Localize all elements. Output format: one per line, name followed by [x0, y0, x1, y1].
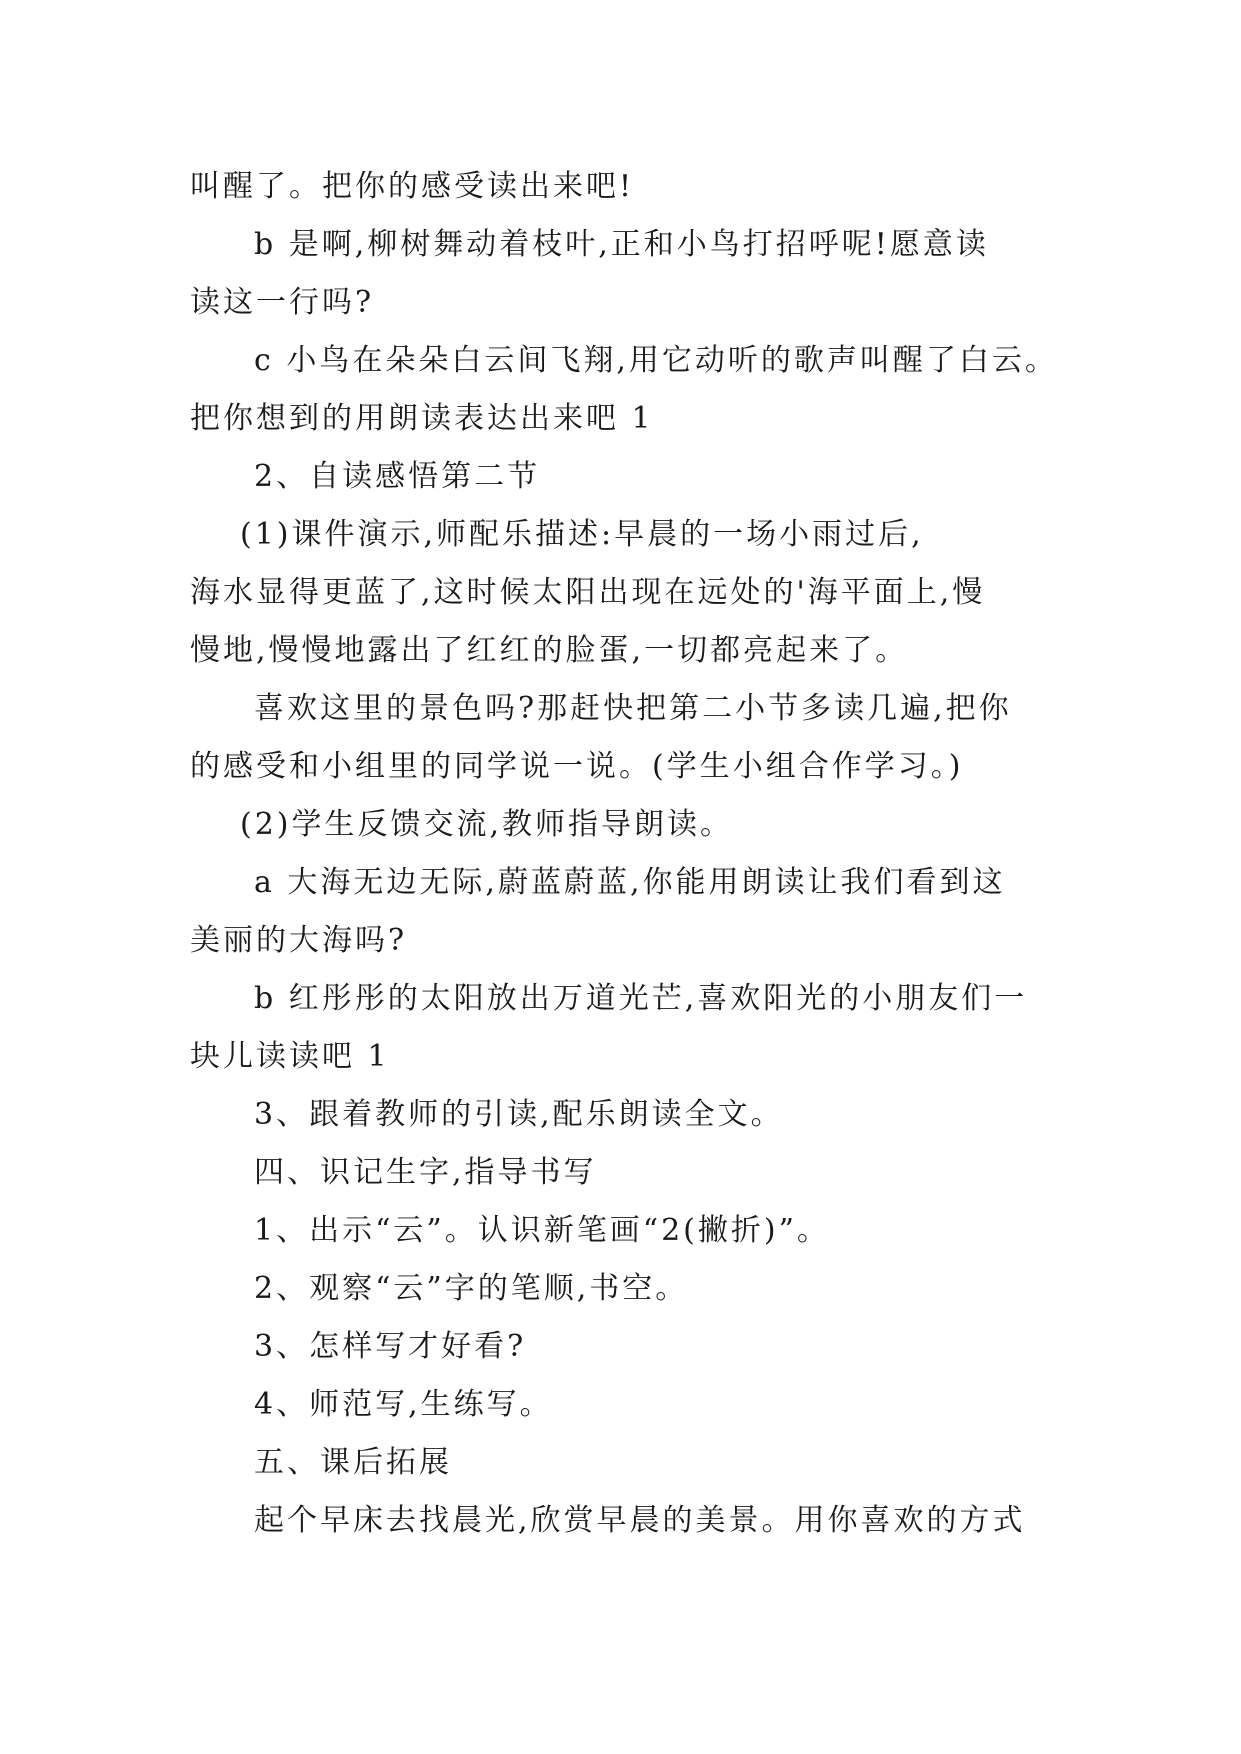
text-line: 美丽的大海吗?: [190, 923, 408, 958]
section-heading: 四、识记生字,指导书写: [254, 1155, 597, 1190]
text-line: 3、跟着教师的引读,配乐朗读全文。: [254, 1097, 784, 1132]
text-line: (2)学生反馈交流,教师指导朗读。: [240, 807, 734, 842]
text-line: 1、出示“云”。认识新笔画“2(撇折)”。: [254, 1213, 830, 1248]
text-line: 的感受和小组里的同学说一说。(学生小组合作学习。): [190, 749, 964, 784]
section-heading: 五、课后拓展: [254, 1445, 452, 1480]
text-line: c 小鸟在朵朵白云间飞翔,用它动听的歌声叫醒了白云。: [254, 343, 1058, 378]
text-line: 2、观察“云”字的笔顺,书空。: [254, 1271, 689, 1306]
text-line: 喜欢这里的景色吗?那赶快把第二小节多读几遍,把你: [254, 691, 1012, 726]
text-line: 3、怎样写才好看?: [254, 1329, 527, 1364]
section-heading: 2、自读感悟第二节: [254, 459, 541, 494]
text-line: 把你想到的用朗读表达出来吧 1: [190, 401, 654, 436]
text-line: a 大海无边无际,蔚蓝蔚蓝,你能用朗读让我们看到这: [254, 865, 1006, 900]
text-line: 块儿读读吧 1: [190, 1039, 390, 1074]
text-line: b 红彤彤的太阳放出万道光芒,喜欢阳光的小朋友们一: [254, 981, 1028, 1016]
text-line: 慢地,慢慢地露出了红红的脸蛋,一切都亮起来了。: [190, 633, 909, 668]
text-line: b 是啊,柳树舞动着枝叶,正和小鸟打招呼呢!愿意读: [254, 227, 989, 262]
document-body: [190, 158, 1070, 1550]
text-line: 起个早床去找晨光,欣赏早晨的美景。用你喜欢的方式: [254, 1503, 1026, 1538]
text-line: 海水显得更蓝了,这时候太阳出现在远处的'海平面上,慢: [190, 575, 986, 610]
text-line: 4、师范写,生练写。: [254, 1387, 553, 1422]
text-line: (1)课件演示,师配乐描述:早晨的一场小雨过后,: [240, 517, 924, 552]
text-line: 读这一行吗?: [190, 285, 375, 320]
text-line: 叫醒了。把你的感受读出来吧!: [190, 169, 635, 204]
